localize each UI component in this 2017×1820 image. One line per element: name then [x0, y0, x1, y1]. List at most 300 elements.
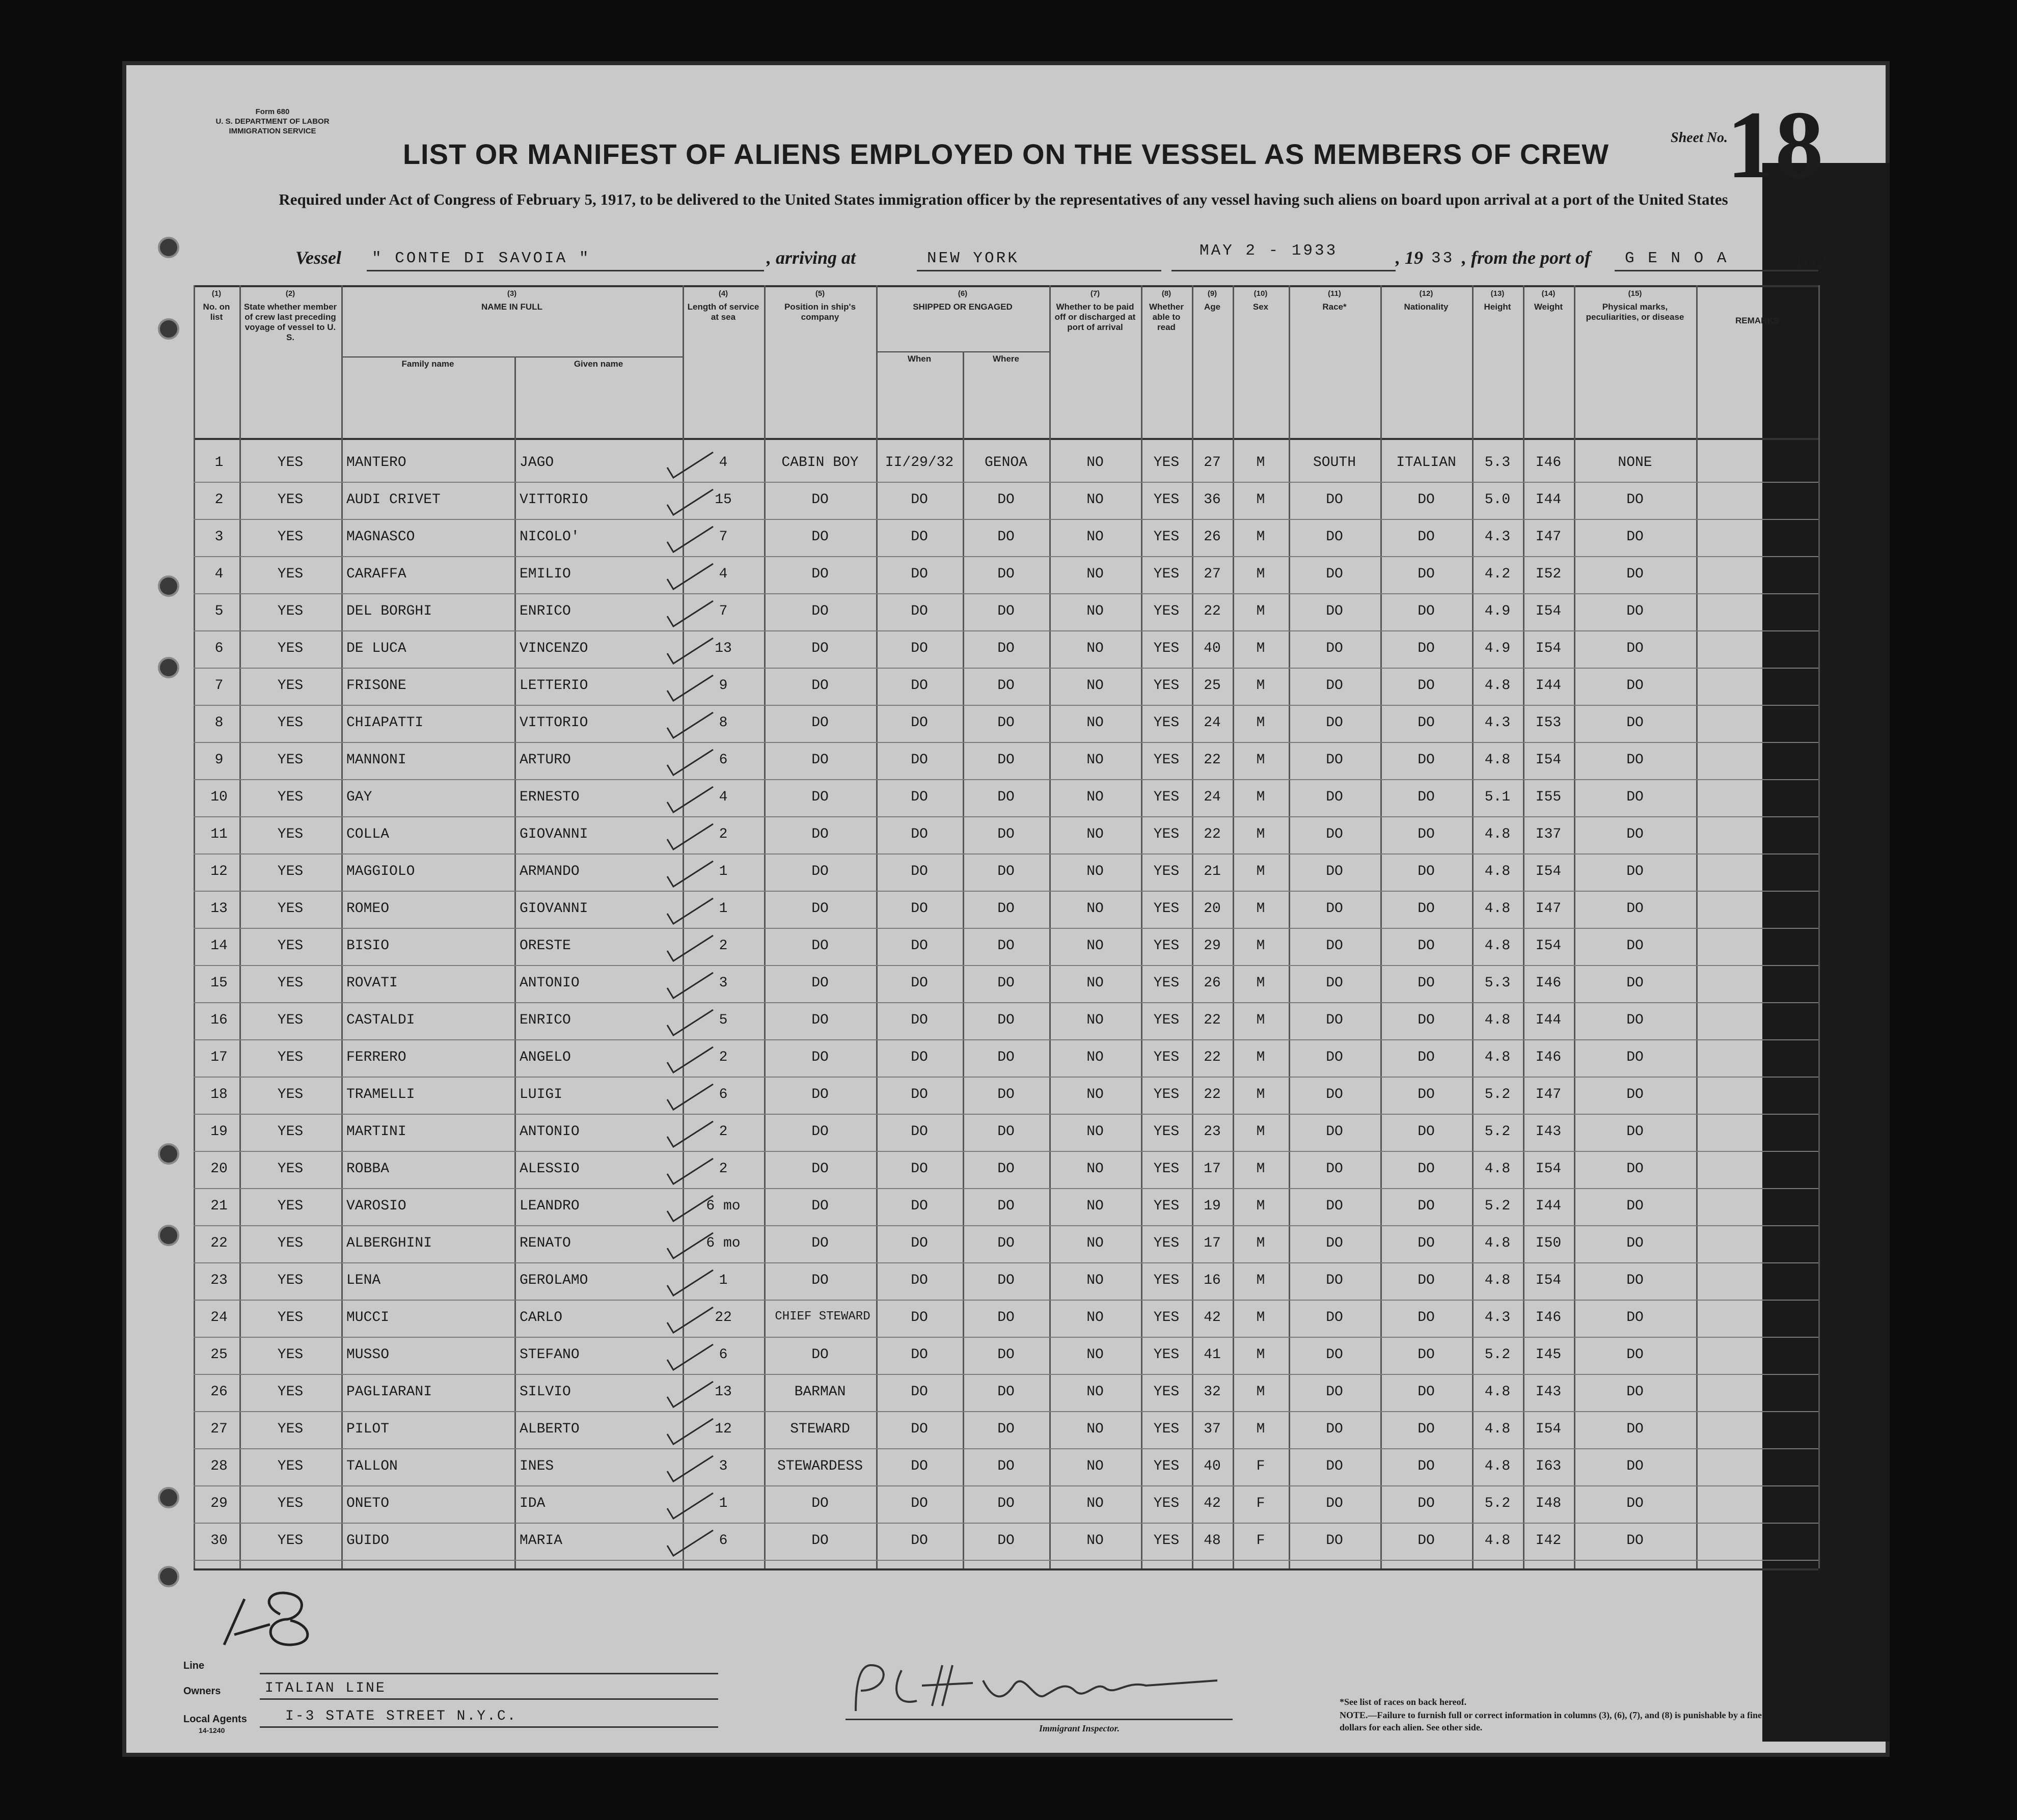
able-to-read-cell: YES — [1153, 1421, 1180, 1437]
arrival-date: MAY 2 - 1933 — [1200, 242, 1338, 260]
physical-marks-cell: DO — [1626, 603, 1644, 619]
family-name-cell: PAGLIARANI — [346, 1384, 432, 1400]
col-header-family-name: Family name — [401, 359, 454, 369]
service-length-cell: 1 — [719, 1273, 728, 1288]
sex-cell: M — [1256, 826, 1265, 842]
grid-col-line — [239, 285, 241, 1568]
binder-hole — [158, 1225, 179, 1246]
agents-label: Local Agents — [183, 1714, 247, 1725]
binder-hole — [158, 657, 179, 678]
date-underline — [1171, 270, 1396, 271]
weight-cell: I47 — [1535, 529, 1562, 545]
physical-marks-cell: DO — [1626, 1421, 1644, 1437]
engaged-where-cell: DO — [997, 715, 1015, 731]
weight-cell: I44 — [1535, 1012, 1562, 1028]
family-name-cell: TRAMELLI — [346, 1087, 415, 1102]
able-to-read-cell: YES — [1153, 1198, 1180, 1214]
agents-value: I-3 STATE STREET N.Y.C. — [285, 1708, 517, 1724]
paid-off-cell: NO — [1086, 864, 1104, 879]
weight-cell: I46 — [1535, 1310, 1562, 1326]
given-name-cell: LEANDRO — [520, 1198, 580, 1214]
family-name-cell: TALLON — [346, 1458, 398, 1474]
sex-cell: M — [1256, 641, 1265, 656]
grid-col-line — [1141, 285, 1142, 1568]
year-prefix: , 19 — [1396, 247, 1423, 268]
form-number: Form 680 — [255, 107, 290, 116]
race-cell: DO — [1326, 1496, 1343, 1511]
weight-cell: I54 — [1535, 938, 1562, 954]
given-name-cell: CARLO — [520, 1310, 563, 1326]
row-number-cell: 20 — [210, 1161, 228, 1177]
engaged-where-cell: DO — [997, 1198, 1015, 1214]
ship-position-cell: DO — [811, 864, 829, 879]
weight-cell: I54 — [1535, 603, 1562, 619]
paid-off-cell: NO — [1086, 938, 1104, 954]
given-name-cell: ENRICO — [520, 1012, 571, 1028]
engaged-where-cell: DO — [997, 678, 1015, 694]
able-to-read-cell: YES — [1153, 1384, 1180, 1400]
given-name-cell: ANTONIO — [520, 1124, 580, 1140]
race-cell: SOUTH — [1313, 455, 1356, 471]
sheet-number: 18 — [1727, 92, 1823, 199]
row-number-cell: 4 — [214, 566, 224, 582]
ship-position-cell: DO — [811, 1533, 829, 1549]
able-to-read-cell: YES — [1153, 715, 1180, 731]
paid-off-cell: NO — [1086, 1124, 1104, 1140]
height-cell: 4.8 — [1484, 1235, 1511, 1251]
previous-voyage-cell: YES — [277, 864, 304, 879]
physical-marks-cell: DO — [1626, 864, 1644, 879]
family-name-cell: GUIDO — [346, 1533, 390, 1549]
service-length-cell: 2 — [719, 826, 728, 842]
race-cell: DO — [1326, 938, 1343, 954]
given-name-cell: EMILIO — [520, 566, 571, 582]
previous-voyage-cell: YES — [277, 1458, 304, 1474]
paid-off-cell: NO — [1086, 826, 1104, 842]
service-length-cell: 2 — [719, 1050, 728, 1065]
service-length-cell: 1 — [719, 901, 728, 917]
check-mark-icon — [662, 859, 718, 889]
check-mark-icon — [662, 784, 718, 815]
sheet-number-label: Sheet No. — [1671, 130, 1728, 146]
able-to-read-cell: YES — [1153, 529, 1180, 545]
able-to-read-cell: YES — [1153, 492, 1180, 508]
weight-cell: I44 — [1535, 1198, 1562, 1214]
grid-col-line — [194, 285, 195, 1568]
physical-marks-cell: DO — [1626, 1087, 1644, 1102]
race-cell: DO — [1326, 1533, 1343, 1549]
paid-off-cell: NO — [1086, 1310, 1104, 1326]
col-header-height: (13) Height — [1484, 289, 1511, 312]
given-name-cell: GIOVANNI — [520, 826, 588, 842]
race-cell: DO — [1326, 1273, 1343, 1288]
sex-cell: M — [1256, 1273, 1265, 1288]
col-header-position: (5) Position in ship's company — [784, 289, 856, 322]
ship-position-cell: DO — [811, 1273, 829, 1288]
able-to-read-cell: YES — [1153, 864, 1180, 879]
engaged-when-cell: DO — [911, 1421, 928, 1437]
physical-marks-cell: DO — [1626, 566, 1644, 582]
service-length-cell: 6 — [719, 752, 728, 768]
col-header-service: (4) Length of service at sea — [687, 289, 759, 322]
row-divider — [194, 519, 1818, 520]
family-name-cell: AUDI CRIVET — [346, 492, 441, 508]
height-cell: 5.3 — [1484, 455, 1511, 471]
family-name-cell: LENA — [346, 1273, 381, 1288]
origin-port: G E N O A — [1625, 250, 1729, 267]
engaged-when-cell: DO — [911, 901, 928, 917]
check-mark-icon — [662, 747, 718, 778]
grid-col-line — [514, 356, 516, 1568]
sex-cell: M — [1256, 789, 1265, 805]
nationality-cell: DO — [1418, 1421, 1435, 1437]
race-cell: DO — [1326, 1310, 1343, 1326]
origin-underline — [1615, 270, 1818, 271]
family-name-cell: MAGGIOLO — [346, 864, 415, 879]
age-cell: 42 — [1204, 1310, 1221, 1326]
owners-value: ITALIAN LINE — [265, 1680, 386, 1696]
able-to-read-cell: YES — [1153, 1496, 1180, 1511]
row-divider — [194, 630, 1818, 631]
engaged-where-cell: DO — [997, 1273, 1015, 1288]
engaged-where-cell: DO — [997, 1087, 1015, 1102]
vessel-label: Vessel — [295, 247, 341, 268]
col-header-previous-voyage: (2) State whether member of crew last preceding voyage of vessel to U. S. — [243, 289, 337, 342]
row-number-cell: 1 — [214, 455, 224, 471]
row-divider — [194, 928, 1818, 929]
physical-marks-cell: DO — [1626, 529, 1644, 545]
age-cell: 25 — [1204, 678, 1221, 694]
height-cell: 4.3 — [1484, 529, 1511, 545]
port-underline — [917, 270, 1161, 271]
check-mark-icon — [662, 598, 718, 629]
engaged-where-cell: DO — [997, 1347, 1015, 1363]
able-to-read-cell: YES — [1153, 603, 1180, 619]
row-divider — [194, 742, 1818, 743]
paid-off-cell: NO — [1086, 1273, 1104, 1288]
check-mark-icon — [662, 1007, 718, 1038]
family-name-cell: GAY — [346, 789, 372, 805]
nationality-cell: DO — [1418, 901, 1435, 917]
engaged-when-cell: DO — [911, 938, 928, 954]
grid-col-line — [1574, 285, 1575, 1568]
race-cell: DO — [1326, 603, 1343, 619]
grid-col-line — [764, 285, 766, 1568]
given-name-cell: ARMANDO — [520, 864, 580, 879]
engaged-where-cell: DO — [997, 1012, 1015, 1028]
nationality-cell: DO — [1418, 975, 1435, 991]
ship-position-cell: DO — [811, 715, 829, 731]
height-cell: 4.3 — [1484, 1310, 1511, 1326]
engaged-when-cell: DO — [911, 1458, 928, 1474]
arriving-label: , arriving at — [767, 247, 856, 268]
engaged-where-cell: DO — [997, 1235, 1015, 1251]
ship-position-cell: CABIN BOY — [781, 455, 859, 471]
physical-marks-cell: DO — [1626, 1050, 1644, 1065]
engaged-where-cell: DO — [997, 864, 1015, 879]
check-mark-icon — [662, 1082, 718, 1112]
height-cell: 5.2 — [1484, 1347, 1511, 1363]
sex-cell: M — [1256, 1124, 1265, 1140]
previous-voyage-cell: YES — [277, 1050, 304, 1065]
previous-voyage-cell: YES — [277, 752, 304, 768]
paid-off-cell: NO — [1086, 1384, 1104, 1400]
given-name-cell: ALESSIO — [520, 1161, 580, 1177]
engaged-where-cell: DO — [997, 789, 1015, 805]
paid-off-cell: NO — [1086, 1050, 1104, 1065]
engaged-where-cell: DO — [997, 752, 1015, 768]
sex-cell: M — [1256, 1421, 1265, 1437]
weight-cell: I43 — [1535, 1124, 1562, 1140]
row-divider — [194, 1300, 1818, 1301]
service-length-cell: 1 — [719, 1496, 728, 1511]
nationality-cell: DO — [1418, 789, 1435, 805]
physical-marks-cell: DO — [1626, 641, 1644, 656]
ship-position-cell: DO — [811, 678, 829, 694]
previous-voyage-cell: YES — [277, 1421, 304, 1437]
line-label: Line — [183, 1660, 205, 1671]
weight-cell: I46 — [1535, 455, 1562, 471]
row-number-cell: 13 — [210, 901, 228, 917]
nationality-cell: DO — [1418, 1161, 1435, 1177]
age-cell: 17 — [1204, 1235, 1221, 1251]
paid-off-cell: NO — [1086, 715, 1104, 731]
row-divider — [194, 1225, 1818, 1226]
tally-handwritten — [214, 1584, 346, 1655]
height-cell: 4.2 — [1484, 566, 1511, 582]
engaged-when-cell: DO — [911, 1533, 928, 1549]
engaged-when-cell: DO — [911, 492, 928, 508]
given-name-cell: VITTORIO — [520, 715, 588, 731]
able-to-read-cell: YES — [1153, 826, 1180, 842]
previous-voyage-cell: YES — [277, 603, 304, 619]
service-length-cell: 4 — [719, 566, 728, 582]
engaged-when-cell: DO — [911, 715, 928, 731]
age-cell: 40 — [1204, 1458, 1221, 1474]
engaged-when-cell: DO — [911, 1087, 928, 1102]
nationality-cell: DO — [1418, 492, 1435, 508]
physical-marks-cell: DO — [1626, 901, 1644, 917]
nationality-cell: DO — [1418, 864, 1435, 879]
race-cell: DO — [1326, 678, 1343, 694]
ship-position-cell: DO — [811, 826, 829, 842]
age-cell: 42 — [1204, 1496, 1221, 1511]
previous-voyage-cell: YES — [277, 1533, 304, 1549]
row-number-cell: 30 — [210, 1533, 228, 1549]
paid-off-cell: NO — [1086, 566, 1104, 582]
row-divider — [194, 1039, 1818, 1040]
grid-col-line — [341, 285, 343, 1568]
sex-cell: M — [1256, 752, 1265, 768]
nationality-cell: DO — [1418, 1273, 1435, 1288]
engaged-where-cell: DO — [997, 603, 1015, 619]
ship-position-cell: DO — [811, 789, 829, 805]
engaged-when-cell: DO — [911, 529, 928, 545]
service-length-cell: 7 — [719, 603, 728, 619]
given-name-cell: MARIA — [520, 1533, 563, 1549]
family-name-cell: FERRERO — [346, 1050, 406, 1065]
engaged-where-cell: DO — [997, 1050, 1015, 1065]
ship-position-cell: DO — [811, 1235, 829, 1251]
paid-off-cell: NO — [1086, 1496, 1104, 1511]
col-header-name: (3) NAME IN FULL — [481, 289, 542, 312]
family-name-cell: CARAFFA — [346, 566, 406, 582]
physical-marks-cell: DO — [1626, 1384, 1644, 1400]
check-mark-icon — [662, 1528, 718, 1558]
ship-position-cell: CHIEF STEWARD — [775, 1310, 870, 1323]
paid-off-cell: NO — [1086, 1235, 1104, 1251]
row-number-cell: 28 — [210, 1458, 228, 1474]
sex-cell: M — [1256, 1050, 1265, 1065]
row-divider — [194, 1448, 1818, 1449]
age-cell: 26 — [1204, 529, 1221, 545]
service-length-cell: 12 — [715, 1421, 732, 1437]
paid-off-cell: NO — [1086, 1198, 1104, 1214]
family-name-cell: COLLA — [346, 826, 390, 842]
physical-marks-cell: DO — [1626, 975, 1644, 991]
races-note: *See list of races on back hereof. — [1340, 1697, 1467, 1707]
weight-cell: I46 — [1535, 1050, 1562, 1065]
race-cell: DO — [1326, 1124, 1343, 1140]
row-divider — [194, 1337, 1818, 1338]
grid-col-line — [1818, 285, 1820, 1568]
previous-voyage-cell: YES — [277, 901, 304, 917]
grid-col-line — [1523, 285, 1524, 1568]
family-name-cell: CHIAPATTI — [346, 715, 424, 731]
engaged-where-cell: DO — [997, 1458, 1015, 1474]
check-mark-icon — [662, 1230, 718, 1261]
physical-marks-cell: DO — [1626, 1496, 1644, 1511]
previous-voyage-cell: YES — [277, 789, 304, 805]
row-divider — [194, 1077, 1818, 1078]
sex-cell: M — [1256, 455, 1265, 471]
height-cell: 4.8 — [1484, 1161, 1511, 1177]
ship-position-cell: DO — [811, 492, 829, 508]
paid-off-cell: NO — [1086, 901, 1104, 917]
engaged-when-cell: DO — [911, 603, 928, 619]
race-cell: DO — [1326, 492, 1343, 508]
col-header-where: Where — [993, 354, 1019, 364]
form-department: U. S. DEPARTMENT OF LABOR — [215, 117, 330, 126]
check-mark-icon — [662, 450, 718, 480]
line-underline — [260, 1673, 718, 1674]
previous-voyage-cell: YES — [277, 678, 304, 694]
previous-voyage-cell: YES — [277, 1087, 304, 1102]
weight-cell: I48 — [1535, 1496, 1562, 1511]
row-number-cell: 9 — [214, 752, 224, 768]
physical-marks-cell: DO — [1626, 1124, 1644, 1140]
col-header-when: When — [907, 354, 932, 364]
page-subtitle: Required under Act of Congress of February 5, 1917, to be delivered to the United States immigration officer by the representatives of any vessel having such aliens on board upon arrival at a port of the United States — [279, 190, 1728, 208]
row-number-cell: 24 — [210, 1310, 228, 1326]
sex-cell: F — [1256, 1496, 1265, 1511]
age-cell: 23 — [1204, 1124, 1221, 1140]
ship-position-cell: DO — [811, 1087, 829, 1102]
engaged-when-cell: DO — [911, 1384, 928, 1400]
previous-voyage-cell: YES — [277, 1347, 304, 1363]
engaged-where-cell: DO — [997, 1384, 1015, 1400]
age-cell: 24 — [1204, 715, 1221, 731]
previous-voyage-cell: YES — [277, 938, 304, 954]
family-name-cell: MANNONI — [346, 752, 406, 768]
grid-col-line — [1049, 285, 1051, 1568]
able-to-read-cell: YES — [1153, 1458, 1180, 1474]
physical-marks-cell: DO — [1626, 1273, 1644, 1288]
row-divider — [194, 1523, 1818, 1524]
check-mark-icon — [662, 1305, 718, 1335]
row-number-cell: 11 — [210, 826, 228, 842]
race-cell: DO — [1326, 864, 1343, 879]
service-length-cell: 9 — [719, 678, 728, 694]
able-to-read-cell: YES — [1153, 678, 1180, 694]
paid-off-cell: NO — [1086, 641, 1104, 656]
binder-hole — [158, 318, 179, 340]
weight-cell: I45 — [1535, 1347, 1562, 1363]
grid-col-line — [1233, 285, 1234, 1568]
row-divider — [194, 1262, 1818, 1263]
check-mark-icon — [662, 710, 718, 740]
check-mark-icon — [662, 896, 718, 926]
row-number-cell: 25 — [210, 1347, 228, 1363]
height-cell: 5.1 — [1484, 789, 1511, 805]
row-divider — [194, 1411, 1818, 1412]
grid-col-line — [1380, 285, 1382, 1568]
nationality-cell: DO — [1418, 1012, 1435, 1028]
row-divider — [194, 1151, 1818, 1152]
row-divider — [194, 593, 1818, 594]
age-cell: 22 — [1204, 1087, 1221, 1102]
service-length-cell: 8 — [719, 715, 728, 731]
physical-marks-cell: DO — [1626, 789, 1644, 805]
row-divider — [194, 965, 1818, 966]
nationality-cell: DO — [1418, 1124, 1435, 1140]
sex-cell: M — [1256, 1347, 1265, 1363]
age-cell: 16 — [1204, 1273, 1221, 1288]
weight-cell: I44 — [1535, 492, 1562, 508]
height-cell: 5.2 — [1484, 1087, 1511, 1102]
able-to-read-cell: YES — [1153, 901, 1180, 917]
previous-voyage-cell: YES — [277, 1235, 304, 1251]
engaged-when-cell: DO — [911, 752, 928, 768]
weight-cell: I37 — [1535, 826, 1562, 842]
form-service: IMMIGRATION SERVICE — [229, 127, 316, 135]
page-reference: 102 — [1793, 251, 1827, 273]
weight-cell: I44 — [1535, 678, 1562, 694]
physical-marks-cell: DO — [1626, 492, 1644, 508]
race-cell: DO — [1326, 566, 1343, 582]
age-cell: 19 — [1204, 1198, 1221, 1214]
age-cell: 21 — [1204, 864, 1221, 879]
nationality-cell: DO — [1418, 529, 1435, 545]
service-length-cell: 7 — [719, 529, 728, 545]
weight-cell: I63 — [1535, 1458, 1562, 1474]
engaged-when-cell: DO — [911, 975, 928, 991]
row-number-cell: 19 — [210, 1124, 228, 1140]
age-cell: 27 — [1204, 455, 1221, 471]
age-cell: 37 — [1204, 1421, 1221, 1437]
check-mark-icon — [662, 1379, 718, 1410]
engaged-when-cell: DO — [911, 641, 928, 656]
sex-cell: M — [1256, 1198, 1265, 1214]
given-name-cell: JAGO — [520, 455, 554, 471]
check-mark-icon — [662, 673, 718, 703]
age-cell: 41 — [1204, 1347, 1221, 1363]
check-mark-icon — [662, 1193, 718, 1224]
agents-underline — [260, 1726, 718, 1728]
given-name-cell: GIOVANNI — [520, 901, 588, 917]
inspector-underline — [846, 1719, 1233, 1720]
nationality-cell: DO — [1418, 715, 1435, 731]
